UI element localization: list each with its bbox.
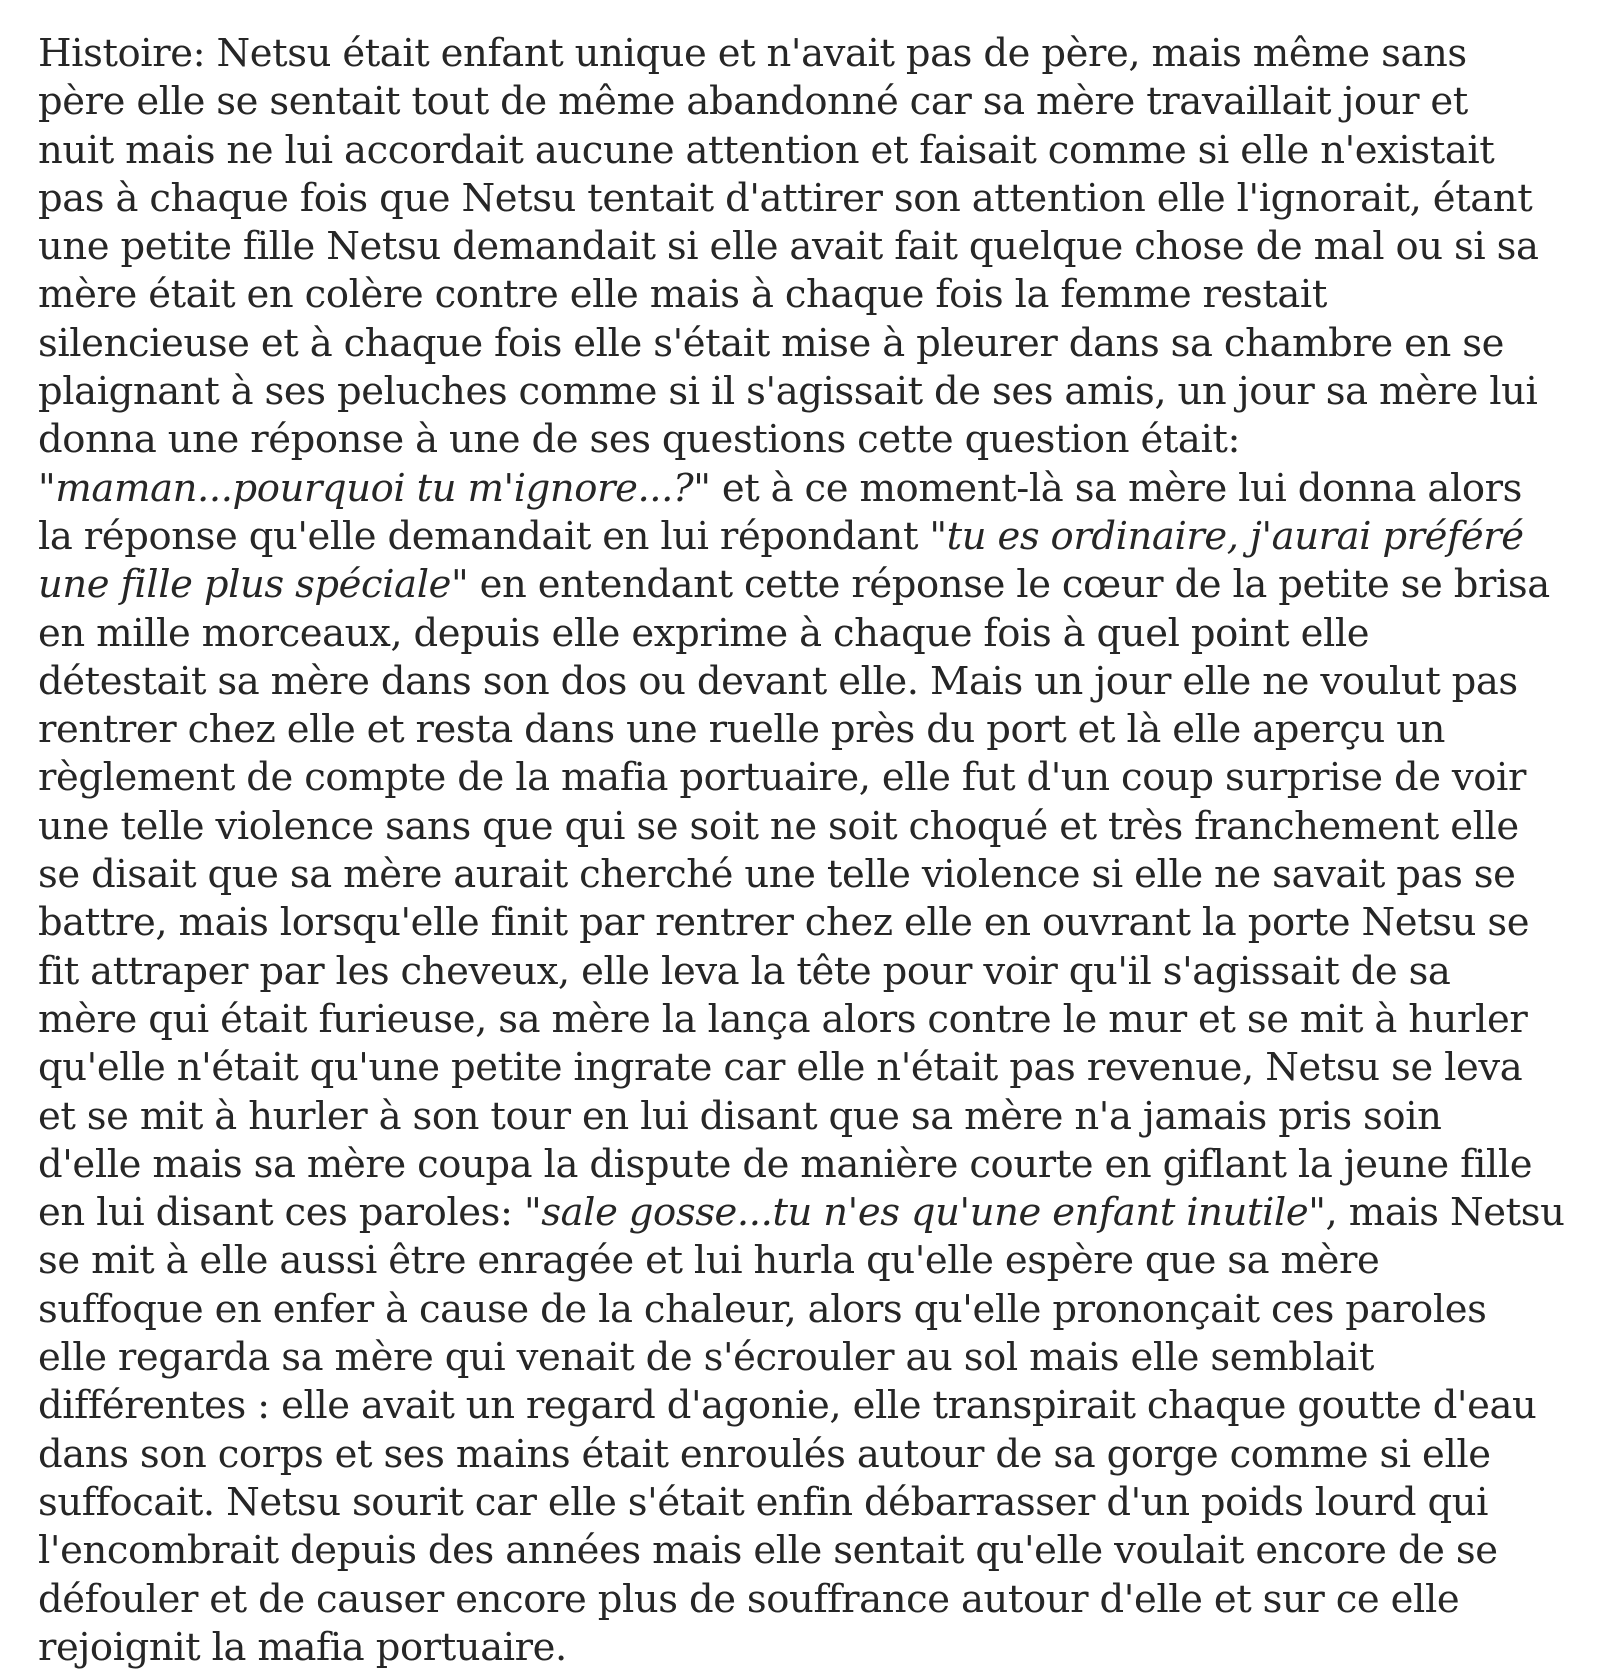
- text-line: père elle se sentait tout de même abandonné car sa mère travaillait jour et: [38, 79, 1468, 125]
- text-line: "maman...pourquoi tu m'ignore...?" et à ce moment-là sa mère lui donna alors: [38, 465, 1523, 511]
- text-line: fit attraper par les cheveux, elle leva la tête pour voir qu'il s'agissait de sa: [38, 948, 1451, 994]
- text-line: différentes : elle avait un regard d'agonie, elle transpirait chaque goutte d'eau: [38, 1383, 1537, 1429]
- text-line: la réponse qu'elle demandait en lui répondant "tu es ordinaire, j'aurai préféré: [38, 513, 1524, 559]
- text-line: l'encombrait depuis des années mais elle sentait qu'elle voulait encore de se: [38, 1528, 1498, 1574]
- text-line: se mit à elle aussi être enragée et lui hurla qu'elle espère que sa mère: [38, 1238, 1380, 1284]
- text-line: se disait que sa mère aurait cherché une telle violence si elle ne savait pas se: [38, 852, 1516, 898]
- text-line: en lui disant ces paroles: "sale gosse...tu n'es qu'une enfant inutile", mais Netsu: [38, 1190, 1565, 1236]
- text-line: suffoque en enfer à cause de la chaleur, alors qu'elle prononçait ces paroles: [38, 1286, 1487, 1332]
- text-line: rejoignit la mafia portuaire.: [38, 1624, 567, 1670]
- text-line: et se mit à hurler à son tour en lui disant que sa mère n'a jamais pris soin: [38, 1093, 1442, 1139]
- italic-quote: "maman...pourquoi tu m'ignore...?": [38, 465, 711, 511]
- text-line: nuit mais ne lui accordait aucune attention et faisait comme si elle n'existait: [38, 127, 1495, 173]
- text-line: plaignant à ses peluches comme si il s'agissait de ses amis, un jour sa mère lui: [38, 369, 1538, 415]
- text-line: silencieuse et à chaque fois elle s'était mise à pleurer dans sa chambre en se: [38, 320, 1504, 366]
- text-line: dans son corps et ses mains était enroulés autour de sa gorge comme si elle: [38, 1431, 1491, 1477]
- text-line: Histoire: Netsu était enfant unique et n'avait pas de père, mais même sans: [38, 31, 1467, 76]
- text-line: en mille morceaux, depuis elle exprime à chaque fois à quel point elle: [38, 610, 1370, 656]
- italic-quote: "tu es ordinaire, j'aurai préféré: [929, 513, 1524, 559]
- text-line: pas à chaque fois que Netsu tentait d'attirer son attention elle l'ignorait, étant: [38, 175, 1533, 221]
- italic-quote: une fille plus spéciale": [38, 562, 469, 608]
- text-line: détestait sa mère dans son dos ou devant elle. Mais un jour elle ne voulut pas: [38, 658, 1518, 704]
- story-text: [38, 30, 1568, 1672]
- text-line: règlement de compte de la mafia portuaire, elle fut d'un coup surprise de voir: [38, 755, 1526, 801]
- text-line: d'elle mais sa mère coupa la dispute de manière courte en giflant la jeune fille: [38, 1141, 1533, 1187]
- text-line: rentrer chez elle et resta dans une ruelle près du port et là elle aperçu un: [38, 707, 1446, 753]
- text-line: une petite fille Netsu demandait si elle avait fait quelque chose de mal ou si sa: [38, 224, 1539, 270]
- text-line: battre, mais lorsqu'elle finit par rentrer chez elle en ouvrant la porte Netsu se: [38, 900, 1530, 946]
- italic-quote: "sale gosse...tu n'es qu'une enfant inutile": [523, 1190, 1326, 1236]
- text-line: défouler et de causer encore plus de souffrance autour d'elle et sur ce elle: [38, 1576, 1460, 1622]
- text-line: suffocait. Netsu sourit car elle s'était enfin débarrasser d'un poids lourd qui: [38, 1479, 1489, 1525]
- text-line: une telle violence sans que qui se soit ne soit choqué et très franchement elle: [38, 803, 1519, 849]
- text-line: mère qui était furieuse, sa mère la lança alors contre le mur et se mit à hurler: [38, 996, 1528, 1042]
- text-line: qu'elle n'était qu'une petite ingrate car elle n'était pas revenue, Netsu se leva: [38, 1045, 1523, 1091]
- text-line: elle regarda sa mère qui venait de s'écrouler au sol mais elle semblait: [38, 1335, 1374, 1381]
- text-line: donna une réponse à une de ses questions cette question était:: [38, 417, 1241, 463]
- text-line: une fille plus spéciale" en entendant cette réponse le cœur de la petite se brisa: [38, 562, 1550, 608]
- text-line: mère était en colère contre elle mais à chaque fois la femme restait: [38, 272, 1327, 318]
